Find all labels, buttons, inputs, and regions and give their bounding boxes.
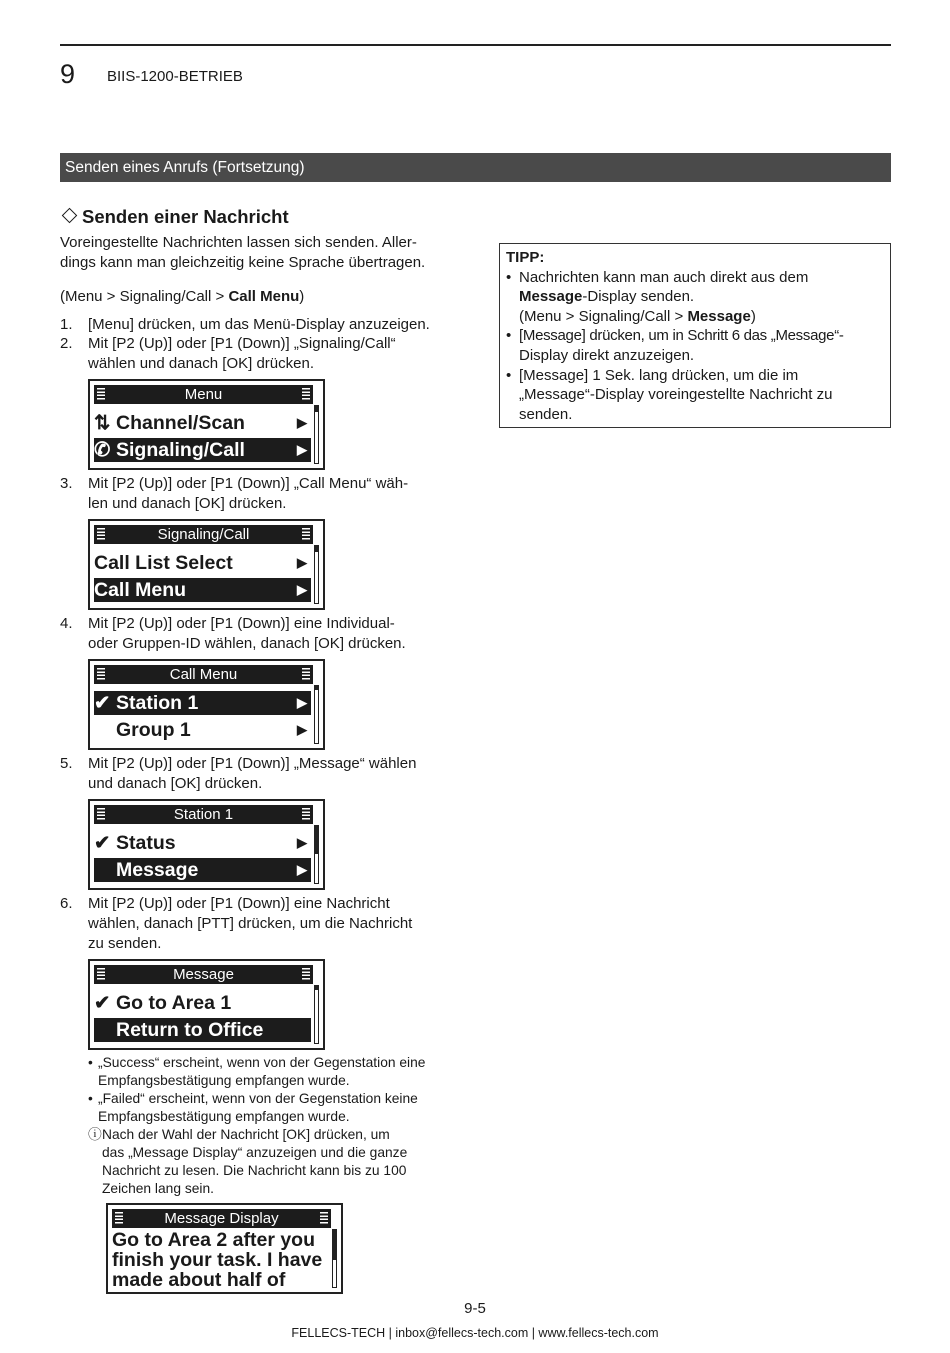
lcd-header: Call Menu: [94, 665, 313, 684]
lcd-row-signaling-call: ✆ Signaling/Call ▶: [94, 438, 311, 462]
menu-bars-icon: [302, 388, 310, 401]
lcd-row-return-to-office: Return to Office: [94, 1018, 311, 1042]
step-4: 4. Mit [P2 (Up)] oder [P1 (Down)] eine Individual- oder Gruppen-ID wählen, danach [OK] drücken.: [60, 615, 406, 652]
menu-bars-icon: [302, 668, 310, 681]
scrollbar: [314, 405, 319, 464]
lcd-header: Station 1: [94, 805, 313, 824]
chapter-number: 9: [60, 59, 76, 89]
bullet: •: [88, 1091, 93, 1106]
tip-item-1: • Nachrichten kann man auch direkt aus dem Message-Display senden. (Menu > Signaling/Call > Message): [506, 268, 809, 325]
menu-bars-icon: [97, 968, 105, 981]
menu-bars-icon: [302, 528, 310, 541]
lcd-station-screen: [88, 799, 325, 890]
footer-contact: FELLECS-TECH | inbox@fellecs-tech.com | www.fellecs-tech.com: [291, 1326, 659, 1340]
lcd-message-screen: [88, 959, 325, 1050]
lcd-row-group-1: Group 1 ▶: [116, 719, 307, 741]
scrollbar: [314, 825, 319, 884]
tip-box: [499, 243, 891, 428]
lcd-row-status: ✔ Status ▶: [94, 832, 307, 854]
arrow-right-icon: ▶: [297, 415, 307, 430]
diamond-icon: [62, 208, 78, 224]
lcd-message-display-screen: [106, 1203, 343, 1294]
arrow-right-icon: ▶: [297, 555, 307, 570]
menu-bars-icon: [320, 1212, 328, 1225]
step-3: 3. Mit [P2 (Up)] oder [P1 (Down)] „Call Menu“ wäh- len und danach [OK] drücken.: [60, 475, 409, 512]
lcd-header: Message: [94, 965, 313, 984]
lcd-header: Signaling/Call: [94, 525, 313, 544]
notes-list: • „Success“ erscheint, wenn von der Gegenstation eine Empfangsbestätigung empfangen wurde. • „Failed“ erscheint, wenn von der Gegenstation keine Empfangsbestätigung empfangen wurde. ⓘ Nach der Wahl der Nachricht [OK] drücken, um das „Message Display“ anzuzeigen und die ganze Nachricht zu lesen. Die Nachricht kann bis zu 100 Zeichen lang sein.: [88, 1055, 426, 1196]
checkmark-icon: ✔: [94, 832, 111, 854]
scrollbar: [314, 985, 319, 1044]
arrow-right-icon: ▶: [297, 695, 307, 710]
lcd-row-call-menu: Call Menu ▶: [94, 578, 311, 602]
arrow-right-icon: ▶: [297, 862, 307, 877]
arrow-right-icon: ▶: [297, 582, 307, 597]
chapter-title: BIIS-1200-BETRIEB: [107, 68, 243, 85]
lcd-row-call-list-select: Call List Select ▶: [94, 552, 307, 574]
lcd-header: Menu: [94, 385, 313, 404]
menu-bars-icon: [97, 528, 105, 541]
step-2: 2. Mit [P2 (Up)] oder [P1 (Down)] „Signaling/Call“ wählen und danach [OK] drücken.: [60, 335, 396, 372]
menu-bars-icon: [97, 668, 105, 681]
step-5: 5. Mit [P2 (Up)] oder [P1 (Down)] „Message“ wählen und danach [OK] drücken.: [60, 755, 417, 792]
checkmark-icon: ✔: [94, 692, 111, 714]
menu-bars-icon: [97, 388, 105, 401]
lcd-row-go-to-area-1: ✔ Go to Area 1: [94, 992, 232, 1014]
menu-bars-icon: [302, 968, 310, 981]
lcd-message-text: Go to Area 2 after you finish your task. I have made about half of: [112, 1229, 323, 1291]
menu-bars-icon: [97, 808, 105, 821]
header-rule: [60, 44, 891, 46]
intro-paragraph: Voreingestellte Nachrichten lassen sich senden. Aller- dings kann man gleichzeitig keine Sprache übertragen.: [60, 234, 426, 271]
lcd-call-menu-screen: [88, 659, 325, 750]
lcd-header: Message Display: [112, 1209, 331, 1228]
checkmark-icon: ✔: [94, 992, 111, 1014]
section-heading: Senden einer Nachricht: [60, 206, 289, 228]
step-1: 1. [Menu] drücken, um das Menü-Display anzuzeigen.: [60, 316, 430, 333]
menu-path: (Menu > Signaling/Call > Call Menu): [60, 288, 305, 305]
arrow-right-icon: ▶: [297, 835, 307, 850]
scrollbar: [314, 545, 319, 604]
lcd-signaling-screen: [88, 519, 325, 610]
info-icon: ⓘ: [88, 1127, 102, 1142]
lcd-row-message: Message ▶: [94, 858, 311, 882]
menu-bars-icon: [115, 1212, 123, 1225]
section-bar: Senden eines Anrufs (Fortsetzung): [60, 153, 891, 182]
updown-arrows-icon: ⇅: [94, 412, 111, 434]
lcd-row-station-1: ✔ Station 1 ▶: [94, 691, 311, 715]
tip-title: TIPP:: [506, 249, 545, 266]
tip-item-2: • [Message] drücken, um in Schritt 6 das „Message“- Display direkt anzuzeigen.: [506, 327, 844, 364]
scrollbar: [314, 685, 319, 744]
page-number: 9-5: [464, 1300, 486, 1317]
tip-item-3: • [Message] 1 Sek. lang drücken, um die im „Message“-Display voreingestellte Nachricht zu senden.: [506, 366, 833, 423]
bullet: •: [88, 1055, 93, 1070]
lcd-menu-screen: [88, 379, 325, 470]
scrollbar: [332, 1229, 337, 1288]
arrow-right-icon: ▶: [297, 722, 307, 737]
menu-bars-icon: [302, 808, 310, 821]
phone-icon: ✆: [94, 439, 111, 461]
arrow-right-icon: ▶: [297, 442, 307, 457]
lcd-row-channel-scan: ⇅ Channel/Scan ▶: [94, 412, 307, 434]
step-6: 6. Mit [P2 (Up)] oder [P1 (Down)] eine Nachricht wählen, danach [PTT] drücken, um die Nachricht zu senden.: [60, 895, 413, 952]
